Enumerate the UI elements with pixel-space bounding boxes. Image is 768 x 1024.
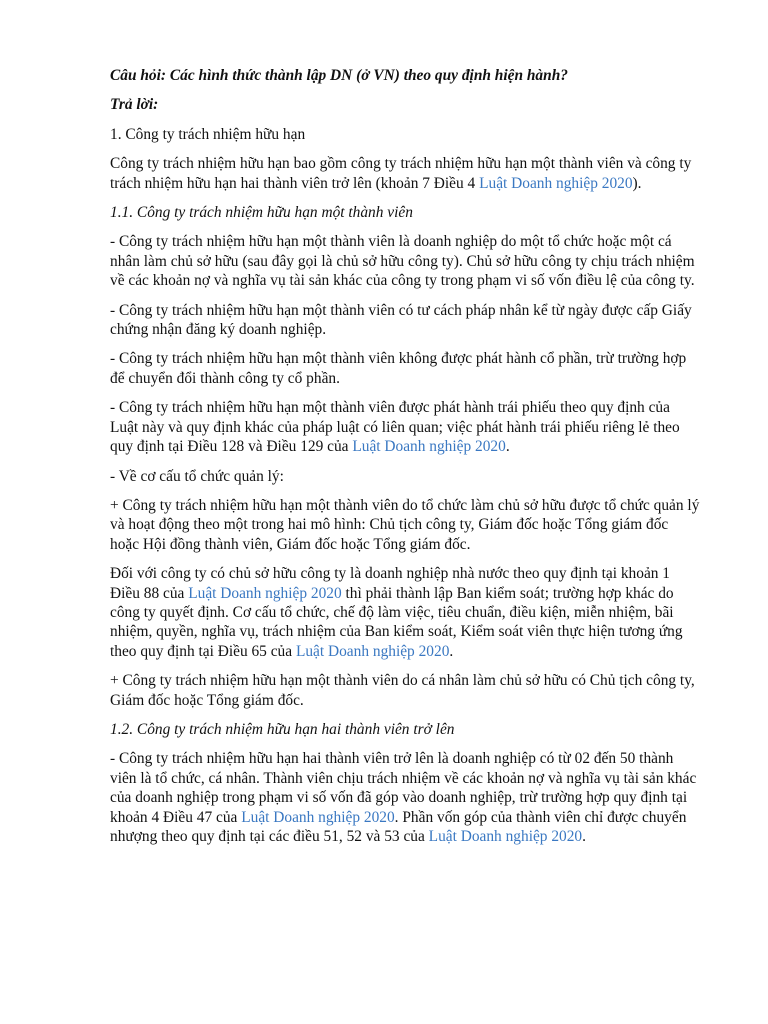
law-link[interactable]: Luật Doanh nghiệp 2020 xyxy=(241,808,395,826)
text-run: - Công ty trách nhiệm hữu hạn một thành viên được phát hành trái phiếu theo quy định của Luật này và quy định khác của pháp luật có liên quan; việc phát hành trái phiếu riêng lẻ theo quy định tại Điều 128 và Điều 129 của xyxy=(110,399,680,456)
answer-label: Trả lời: xyxy=(110,96,159,114)
text-run: . Phần vốn góp của thành viên chỉ được chuyển nhượng theo quy định tại các điều 51, 52 và 53 của xyxy=(110,808,687,845)
text-run: ). xyxy=(632,174,642,192)
question-heading: Câu hỏi: Các hình thức thành lập DN (ở VN) theo quy định hiện hành? xyxy=(110,67,568,84)
paragraph-multi-member-definition xyxy=(110,749,700,846)
paragraph-state-owned xyxy=(110,564,700,661)
paragraph-single-member-definition: - Công ty trách nhiệm hữu hạn một thành viên là doanh nghiệp do một tổ chức hoặc một cá nhân làm chủ sở hữu (sau đây gọi là chủ sở hữu công ty). Chủ sở hữu công ty chịu trách nhiệm về các khoản nợ và nghĩa vụ tài sản khác của công ty trong phạm vi số vốn điều lệ của công ty. xyxy=(110,233,695,290)
section-1-1-heading: 1.1. Công ty trách nhiệm hữu hạn một thành viên xyxy=(110,204,413,222)
section-1-2-heading: 1.2. Công ty trách nhiệm hữu hạn hai thành viên trở lên xyxy=(110,720,455,738)
law-link[interactable]: Luật Doanh nghiệp 2020 xyxy=(479,174,633,192)
law-link[interactable]: Luật Doanh nghiệp 2020 xyxy=(428,828,583,845)
paragraph-organization-owner: + Công ty trách nhiệm hữu hạn một thành viên do tổ chức làm chủ sở hữu được tổ chức quản lý và hoạt động theo một trong hai mô hình: Chủ tịch công ty, Giám đốc hoặc Tổng giám đốc hoặc Hội đồng thành viên, Giám đốc hoặc Tổng giám đốc. xyxy=(110,496,700,553)
text-run: - Công ty trách nhiệm hữu hạn hai thành viên trở lên là doanh nghiệp có từ 02 đến 50 thành viên là tổ chức, cá nhân. Thành viên chịu trách nhiệm về các khoản nợ và nghĩa vụ tài sản khác của doanh nghiệp trong phạm vi số vốn đã góp vào doanh nghiệp, trừ trường hợp quy định tại khoản 4 Điều 47 của xyxy=(110,750,697,826)
law-link[interactable]: Luật Doanh nghiệp 2020 xyxy=(295,642,450,660)
text-run: . xyxy=(449,642,454,660)
paragraph-llc-definition xyxy=(110,154,700,193)
law-link[interactable]: Luật Doanh nghiệp 2020 xyxy=(352,438,506,456)
text-run: Đối với công ty có chủ sở hữu công ty là doanh nghiệp nhà nước theo quy định tại khoản 1 Điều 88 của xyxy=(110,565,671,602)
section-1-heading: 1. Công ty trách nhiệm hữu hạn xyxy=(110,125,306,143)
text-run: . xyxy=(582,828,586,845)
law-link[interactable]: Luật Doanh nghiệp 2020 xyxy=(188,584,342,602)
paragraph-individual-owner: + Công ty trách nhiệm hữu hạn một thành viên do cá nhân làm chủ sở hữu có Chủ tịch công ty, Giám đốc hoặc Tổng giám đốc. xyxy=(110,672,695,709)
text-run: . xyxy=(505,438,510,456)
text-run: thì phải thành lập Ban kiểm soát; trường hợp khác do công ty quyết định. Cơ cấu tổ chức, chế độ làm việc, tiêu chuẩn, điều kiện, miễn nhiệm, bãi nhiệm, quyền, nghĩa vụ, trách nhiệm của Ban kiểm soát, Kiểm soát viên thực hiện tương ứng theo quy định tại Điều 65 của xyxy=(110,584,683,660)
paragraph-bonds xyxy=(110,398,700,456)
document-body xyxy=(110,66,700,856)
paragraph-no-shares: - Công ty trách nhiệm hữu hạn một thành viên không được phát hành cổ phần, trừ trường hợp để chuyển đổi thành công ty cổ phần. xyxy=(110,350,687,387)
paragraph-management-structure: - Về cơ cấu tổ chức quản lý: xyxy=(110,467,284,485)
text-run: Công ty trách nhiệm hữu hạn bao gồm công ty trách nhiệm hữu hạn một thành viên và công ty trách nhiệm hữu hạn hai thành viên trở lên (khoản 7 Điều 4 xyxy=(110,155,692,192)
paragraph-legal-entity: - Công ty trách nhiệm hữu hạn một thành viên có tư cách pháp nhân kể từ ngày được cấp Giấy chứng nhận đăng ký doanh nghiệp. xyxy=(110,301,692,339)
